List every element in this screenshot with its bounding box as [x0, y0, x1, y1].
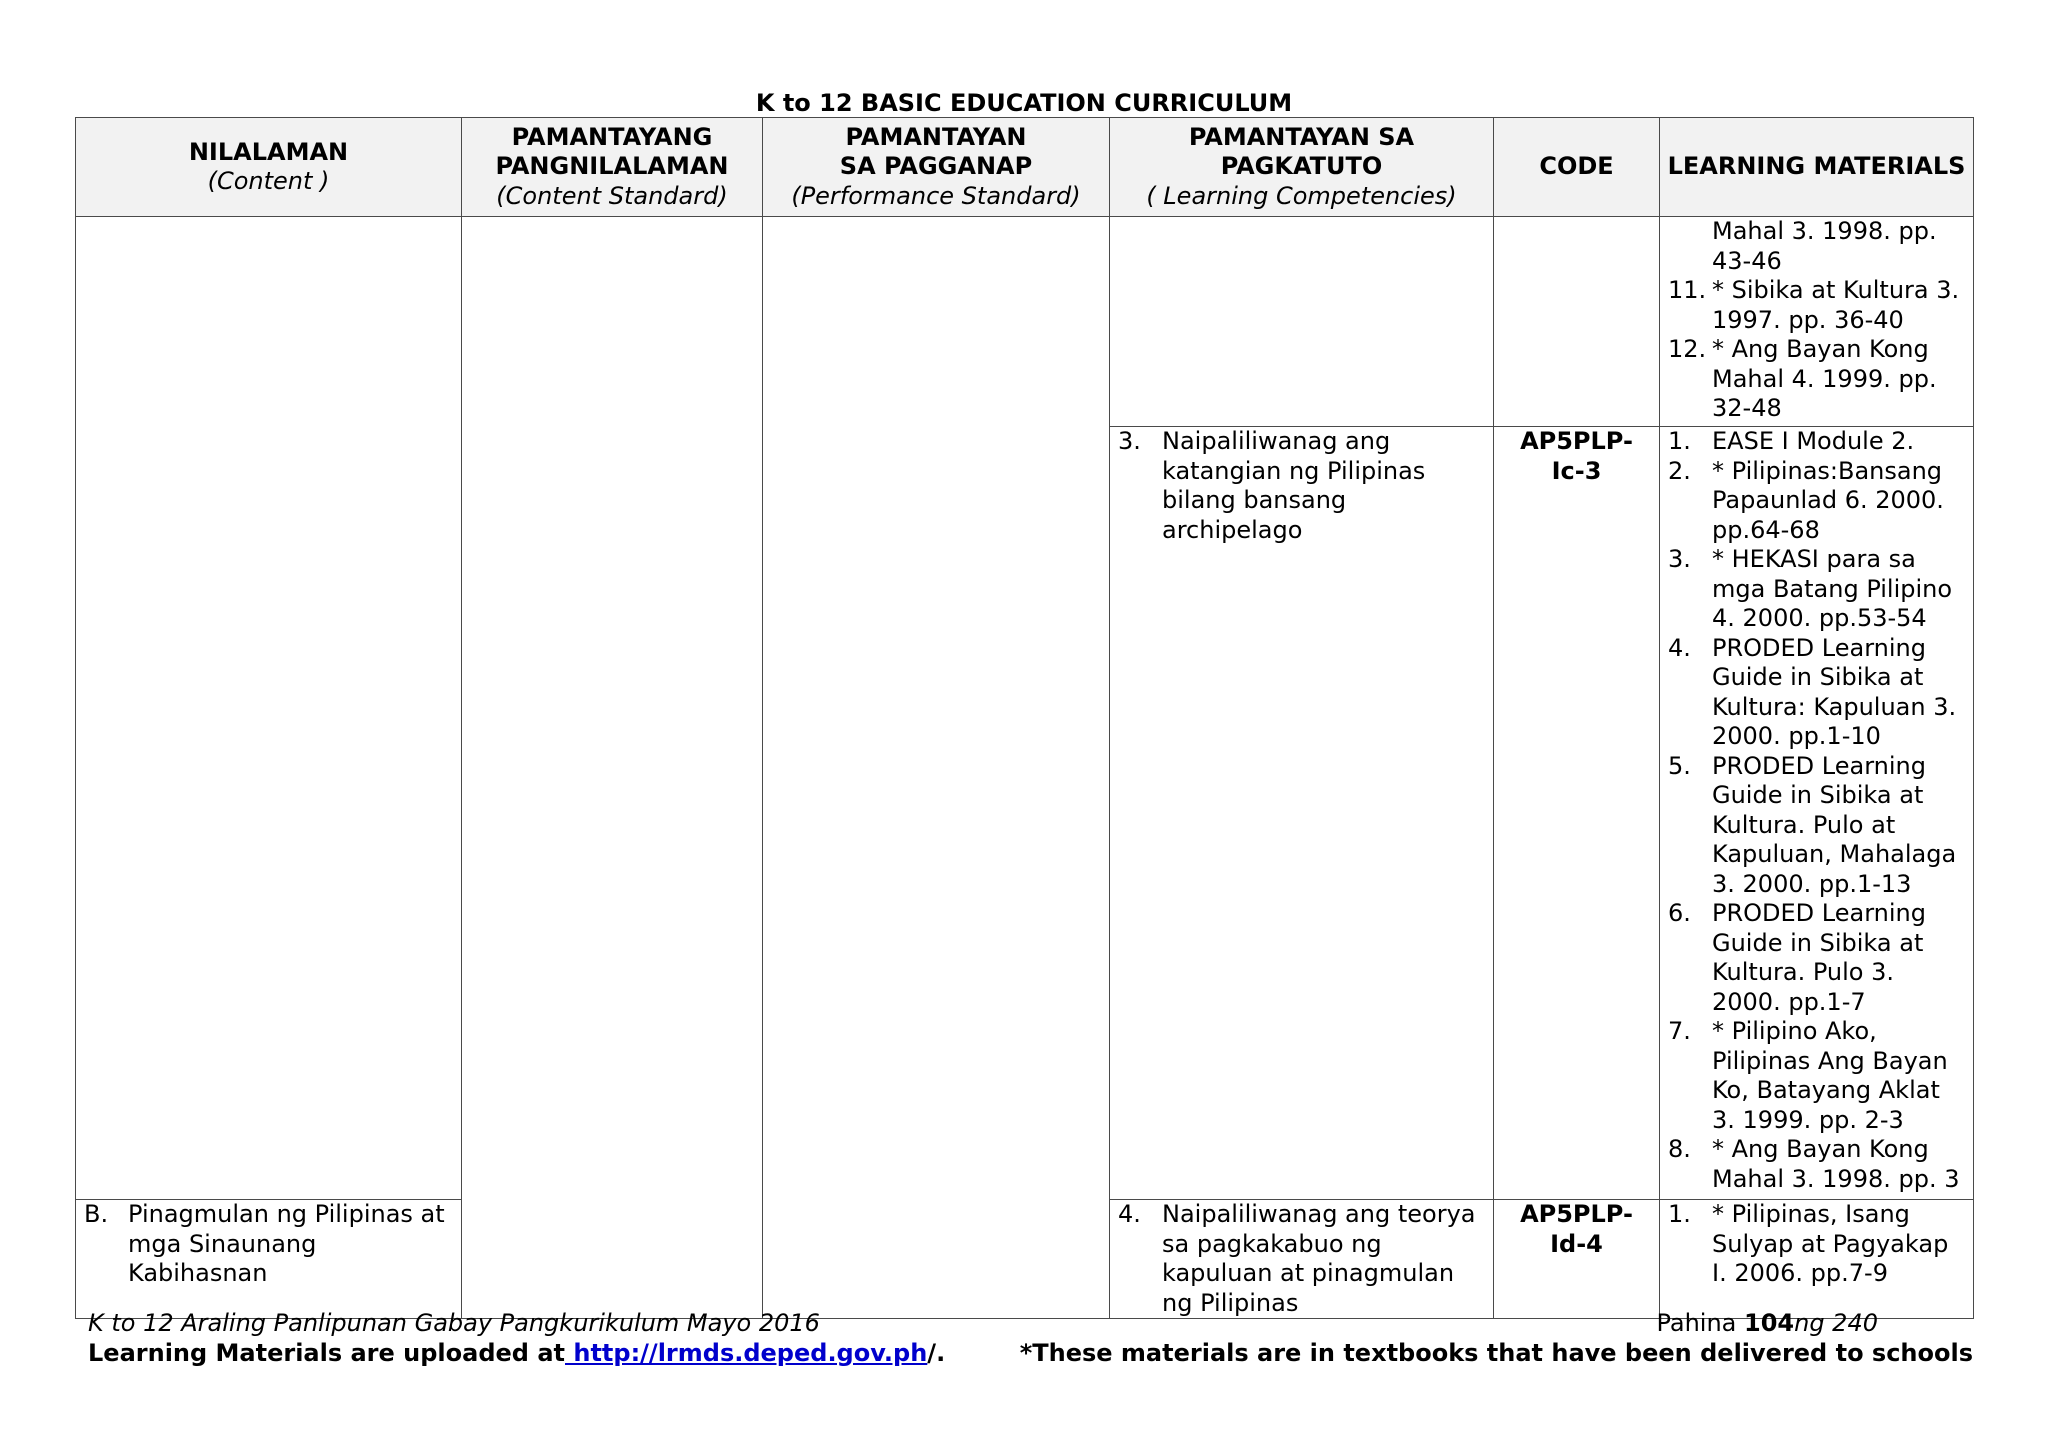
content-cell: [76, 1200, 462, 1319]
header-learning-competencies-line2: PAGKATUTO: [1220, 152, 1383, 181]
header-learning-materials: LEARNING MATERIALS: [1660, 118, 1974, 217]
footer-upload-info: [88, 1338, 945, 1368]
material-text: * Ang Bayan Kong Mahal 3. 1998. pp. 3: [1712, 1135, 1960, 1193]
material-text: * Pilipinas:Bansang Papaunlad 6. 2000. pp.64-68: [1712, 456, 1944, 544]
content-cell: [76, 217, 462, 1200]
header-content-standard-line2: PANGNILALAMAN: [495, 152, 729, 181]
list-item: [1668, 899, 1965, 1017]
code-line1: AP5PLP-: [1520, 1200, 1633, 1228]
code-line1: AP5PLP-: [1520, 427, 1633, 455]
footer-page-suffix: ng 240: [1794, 1309, 1878, 1337]
list-item: [1668, 457, 1965, 546]
content-text: Pinagmulan ng Pilipinas at mga Sinaunang Kabihasnan: [128, 1200, 445, 1287]
header-performance-standard-line2: SA PAGGANAP: [839, 152, 1033, 181]
list-item: [1668, 276, 1965, 335]
material-text: PRODED Learning Guide in Sibika at Kultura. Pulo 3. 2000. pp.1-7: [1712, 899, 1926, 1016]
material-num: 5.: [1668, 751, 1691, 780]
footer-upload-link[interactable]: http://lrmds.deped.gov.ph: [565, 1339, 928, 1367]
footer-page-info: [1656, 1308, 1973, 1338]
list-item: [1668, 634, 1965, 752]
materials-list: [1668, 276, 1965, 424]
list-item: [1118, 427, 1485, 545]
header-code: CODE: [1494, 118, 1660, 217]
material-text: * HEKASI para sa mga Batang Pilipino 4. 2000. pp.53-54: [1712, 545, 1953, 632]
materials-cell: [1660, 427, 1974, 1200]
footer-row-1: [88, 1308, 1973, 1338]
footer-guide-title: K to 12 Araling Panlipunan Gabay Pangkurikulum Mayo 2016: [88, 1309, 820, 1337]
header-content: [76, 118, 462, 217]
competency-num: 3.: [1118, 427, 1141, 455]
list-item: [1668, 335, 1965, 424]
competency-cell: [1110, 1200, 1494, 1319]
header-performance-standard: [763, 118, 1110, 217]
code-cell: [1494, 217, 1660, 427]
header-learning-competencies: [1110, 118, 1494, 217]
material-num: 7.: [1668, 1017, 1691, 1045]
page-footer: [88, 1308, 1973, 1368]
competency-text: Naipaliliwanag ang teorya sa pagkakabuo ng kapuluan at pinagmulan ng Pilipinas: [1162, 1200, 1476, 1317]
material-text: * Sibika at Kultura 3. 1997. pp. 36-40: [1712, 276, 1960, 334]
material-text: PRODED Learning Guide in Sibika at Kultura. Pulo at Kapuluan, Mahalaga 3. 2000. pp.1-13: [1712, 751, 1957, 898]
footer-upload-prefix: Learning Materials are uploaded at: [88, 1339, 565, 1367]
material-text: PRODED Learning Guide in Sibika at Kultura: Kapuluan 3. 2000. pp.1-10: [1712, 633, 1957, 750]
material-num: 1.: [1668, 1200, 1691, 1228]
list-item: [84, 1200, 453, 1289]
code-cell: [1494, 1200, 1660, 1319]
material-num: 6.: [1668, 899, 1691, 927]
materials-list: [1668, 427, 1965, 1194]
competency-text: Naipaliliwanag ang katangian ng Pilipinas bilang bansang archipelago: [1162, 427, 1426, 544]
list-item: [1668, 1135, 1965, 1194]
header-performance-standard-line1: PAMANTAYAN: [845, 122, 1027, 151]
list-item: [1118, 1200, 1485, 1318]
competency-num: 4.: [1118, 1200, 1141, 1228]
material-text: * Ang Bayan Kong Mahal 4. 1999. pp. 32-48: [1712, 335, 1937, 422]
material-num: 8.: [1668, 1135, 1691, 1163]
material-num: 3.: [1668, 545, 1691, 573]
material-num: 1.: [1668, 427, 1691, 455]
header-content-standard-line1: PAMANTAYANG: [511, 122, 713, 151]
materials-list: [1668, 1200, 1965, 1289]
material-num: 12.: [1668, 335, 1707, 363]
header-content-standard-subtitle: (Content Standard): [496, 181, 728, 210]
curriculum-table: [75, 117, 1974, 1319]
header-content-standard: [462, 118, 763, 217]
content-num: B.: [84, 1200, 109, 1228]
header-learning-competencies-line1: PAMANTAYAN SA: [1188, 122, 1415, 151]
competency-list: [1118, 1200, 1485, 1318]
material-num: 4.: [1668, 633, 1691, 662]
materials-cell: [1660, 1200, 1974, 1319]
document-title: K to 12 BASIC EDUCATION CURRICULUM: [755, 89, 1293, 117]
competency-list: [1118, 427, 1485, 545]
materials-cell: [1660, 217, 1974, 427]
code-line2: Id-4: [1550, 1229, 1603, 1258]
footer-page-number: 104: [1744, 1309, 1795, 1337]
material-continuation: Mahal 3. 1998. pp. 43-46: [1712, 217, 1937, 275]
code-line2: Ic-3: [1551, 456, 1602, 485]
material-num: 11.: [1668, 276, 1707, 304]
material-text: * Pilipino Ako, Pilipinas Ang Bayan Ko, Batayang Aklat 3. 1999. pp. 2-3: [1712, 1017, 1948, 1134]
material-text: * Pilipinas, Isang Sulyap at Pagyakap I. 2006. pp.7-9: [1712, 1200, 1949, 1287]
list-item: [1668, 1200, 1965, 1289]
code-cell: [1494, 427, 1660, 1200]
competency-cell: [1110, 427, 1494, 1200]
footer-row-2: [88, 1338, 1973, 1368]
header-performance-standard-subtitle: (Performance Standard): [791, 181, 1081, 210]
footer-upload-suffix: /.: [927, 1339, 946, 1367]
footer-note: *These materials are in textbooks that have been delivered to schools: [1019, 1339, 1973, 1367]
list-item: [1668, 545, 1965, 634]
header-learning-competencies-subtitle: ( Learning Competencies): [1146, 181, 1457, 210]
header-content-title: NILALAMAN: [188, 137, 349, 166]
content-list: [84, 1200, 453, 1289]
table-header-row: [76, 118, 1974, 217]
list-item: [1668, 427, 1965, 457]
list-item: [1668, 1017, 1965, 1135]
footer-page-prefix: Pahina: [1656, 1309, 1744, 1337]
material-text: EASE I Module 2.: [1712, 427, 1915, 455]
material-num: 2.: [1668, 456, 1691, 485]
table-row: [76, 217, 1974, 427]
header-content-subtitle: (Content ): [207, 167, 330, 195]
competency-cell: [1110, 217, 1494, 427]
performance-standard-cell: [763, 217, 1110, 1319]
list-item: [1668, 752, 1965, 900]
content-standard-cell: [462, 217, 763, 1319]
